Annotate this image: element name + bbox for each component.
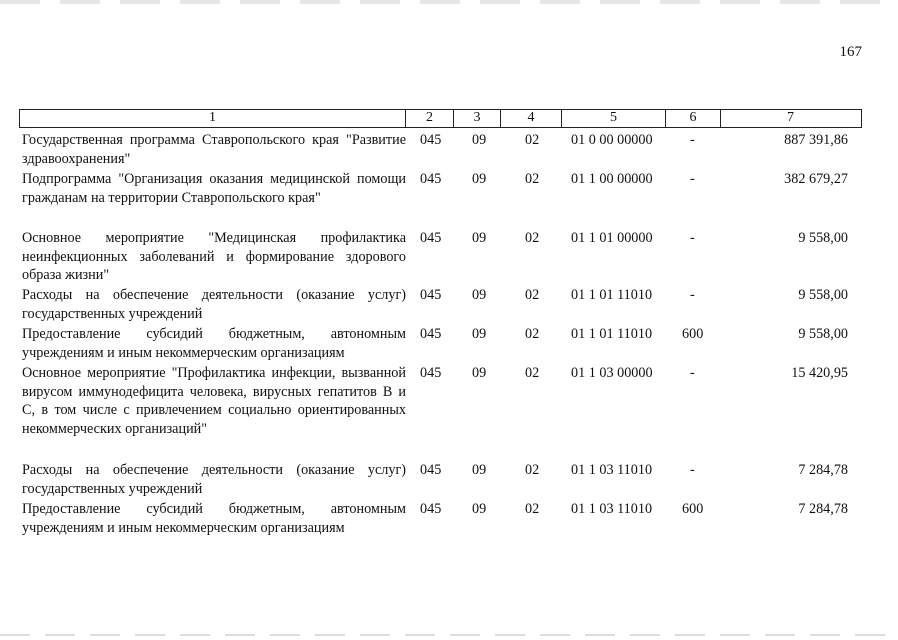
header-col-5: 5 [562, 110, 666, 127]
row-name: Расходы на обеспечение деятельности (оказание услуг) государственных учреждений [22, 287, 406, 322]
row-col-4: 02 [525, 287, 540, 303]
row-col-3: 09 [472, 132, 487, 148]
row-col-7: 15 420,95 [791, 365, 848, 381]
row-col-4: 02 [525, 326, 540, 342]
row-col-6: - [690, 287, 695, 303]
header-col-2: 2 [406, 110, 454, 127]
row-col-3: 09 [472, 230, 487, 246]
row-col-6: - [690, 230, 695, 246]
row-col-3: 09 [472, 171, 487, 187]
row-col-7: 887 391,86 [784, 132, 848, 148]
row-col-4: 02 [525, 230, 540, 246]
header-col-7: 7 [787, 110, 794, 125]
header-col-3: 3 [454, 110, 501, 127]
row-col-7: 9 558,00 [798, 287, 848, 303]
row-col-5: 01 1 03 00000 [571, 365, 653, 381]
row-name: Предоставление субсидий бюджетным, автономным учреждениям и иным некоммерческим организациям [22, 326, 406, 361]
row-name: Основное мероприятие "Профилактика инфекции, вызванной вирусом иммунодефицита человека, вирусных гепатитов В и С, в том числе с привлечением социально ориентированных некоммерческих организаций" [22, 365, 406, 437]
scan-artifact-bottom [0, 634, 898, 636]
row-col-4: 02 [525, 501, 540, 517]
row-col-6: 600 [682, 501, 704, 517]
page-number: 167 [839, 44, 862, 60]
row-col-2: 045 [420, 230, 442, 246]
row-col-7: 7 284,78 [798, 462, 848, 478]
row-col-6: - [690, 365, 695, 381]
scan-artifact-top [0, 0, 898, 4]
row-col-3: 09 [472, 501, 487, 517]
row-col-4: 02 [525, 132, 540, 148]
row-col-5: 01 1 01 11010 [571, 326, 653, 342]
row-name: Предоставление субсидий бюджетным, автономным учреждениям и иным некоммерческим организациям [22, 501, 406, 536]
row-col-7: 7 284,78 [798, 501, 848, 517]
row-col-5: 01 1 01 00000 [571, 230, 653, 246]
row-col-2: 045 [420, 171, 442, 187]
row-col-4: 02 [525, 365, 540, 381]
row-col-2: 045 [420, 132, 442, 148]
row-col-2: 045 [420, 365, 442, 381]
row-col-5: 01 1 01 11010 [571, 287, 653, 303]
header-col-4: 4 [501, 110, 562, 127]
row-col-4: 02 [525, 462, 540, 478]
row-name: Подпрограмма "Организация оказания медицинской помощи гражданам на территории Ставропольского края" [22, 171, 406, 206]
row-name: Расходы на обеспечение деятельности (оказание услуг) государственных учреждений [22, 462, 406, 497]
row-col-7: 382 679,27 [784, 171, 848, 187]
row-col-5: 01 1 03 11010 [571, 462, 653, 478]
row-col-5: 01 0 00 00000 [571, 132, 653, 148]
row-col-6: - [690, 462, 695, 478]
row-name: Основное мероприятие "Медицинская профилактика неинфекционных заболеваний и формирование здорового образа жизни" [22, 230, 406, 283]
row-col-3: 09 [472, 326, 487, 342]
row-col-2: 045 [420, 462, 442, 478]
row-col-7: 9 558,00 [798, 230, 848, 246]
row-col-2: 045 [420, 326, 442, 342]
row-col-2: 045 [420, 501, 442, 517]
row-col-5: 01 1 03 11010 [571, 501, 653, 517]
row-col-4: 02 [525, 171, 540, 187]
row-name: Государственная программа Ставропольского края "Развитие здравоохранения" [22, 132, 406, 167]
row-col-2: 045 [420, 287, 442, 303]
row-col-6: - [690, 171, 695, 187]
row-col-5: 01 1 00 00000 [571, 171, 653, 187]
row-col-6: 600 [682, 326, 704, 342]
row-col-3: 09 [472, 287, 487, 303]
row-col-6: - [690, 132, 695, 148]
header-col-1: 1 [20, 110, 406, 127]
header-col-6: 6 [666, 110, 721, 127]
row-col-7: 9 558,00 [798, 326, 848, 342]
row-col-3: 09 [472, 462, 487, 478]
table-header [19, 109, 862, 128]
row-col-3: 09 [472, 365, 487, 381]
